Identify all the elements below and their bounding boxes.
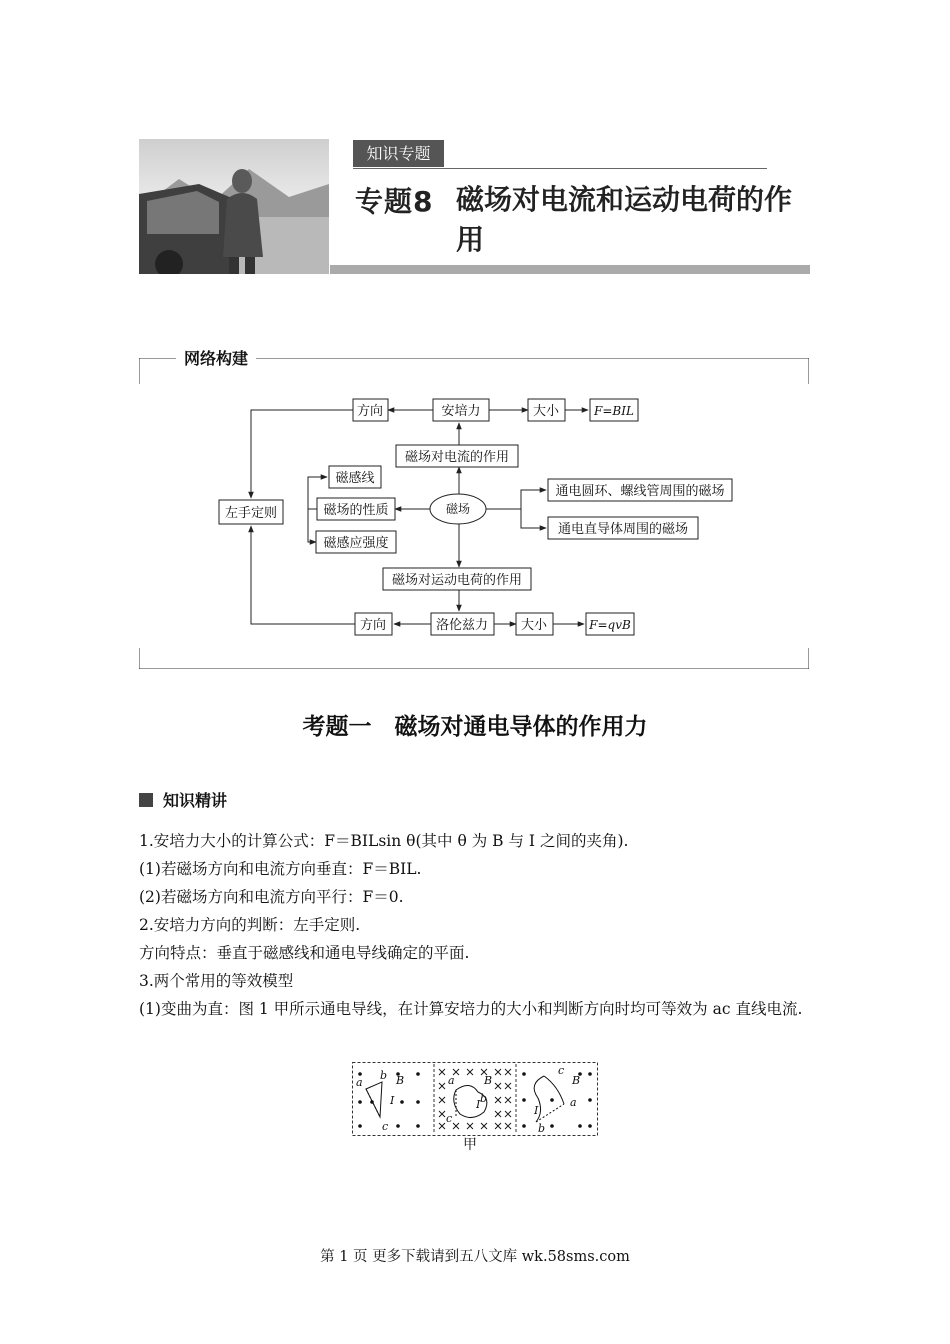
content-line: 3.两个常用的等效模型 [139, 972, 294, 990]
text-field-strength: 磁感应强度 [323, 536, 389, 551]
text-field-lines: 磁感线 [335, 471, 375, 486]
content-line: (1)变曲为直：图 1 甲所示通电导线，在计算安培力的大小和判断方向时均可等效为 ac 直线电流. [139, 1000, 803, 1018]
subsection-heading [139, 788, 227, 811]
text-straight-conductor: 通电直导体周围的磁场 [557, 522, 689, 537]
text-field-property: 磁场的性质 [323, 503, 389, 518]
content-line: 方向特点：垂直于磁感线和通电导线确定的平面. [139, 944, 470, 962]
text-lorentz-force: 洛伦兹力 [435, 618, 489, 633]
label-c: c [558, 1064, 565, 1077]
text-current-effect: 磁场对电流的作用 [404, 450, 510, 465]
subsection-label: 知识精讲 [163, 791, 228, 810]
label-I: I [390, 1094, 395, 1107]
label-I: I [534, 1104, 539, 1117]
content-line: (1)若磁场方向和电流方向垂直：F＝BIL. [139, 860, 422, 878]
section-title: 考题一 磁场对通电导体的作用力 [302, 714, 648, 740]
figure-1a [352, 1062, 598, 1136]
text-top-magnitude: 大小 [532, 404, 560, 419]
content-line: 1.安培力大小的计算公式：F＝BILsin θ(其中 θ 为 B 与 I 之间的夹角). [139, 832, 629, 850]
square-bullet-icon [139, 793, 153, 807]
text-bottom-direction: 方向 [359, 618, 387, 633]
label-a: a [448, 1074, 455, 1087]
topic-badge: 知识专题 [353, 140, 444, 167]
topic-title: 磁场对电流和运动电荷的作用 [456, 183, 793, 256]
text-ampere-force: 安培力 [441, 404, 481, 419]
text-ring-solenoid: 通电圆环、螺线管周围的磁场 [555, 484, 725, 499]
network-label: 网络构建 [176, 346, 256, 369]
label-B: B [572, 1074, 581, 1087]
figure-caption: 甲 [463, 1137, 477, 1153]
label-b: b [538, 1122, 546, 1135]
content-body [139, 827, 811, 1023]
label-I: I [476, 1098, 481, 1111]
label-B: B [484, 1074, 493, 1087]
label-b: b [480, 1092, 488, 1105]
label-c: c [446, 1112, 453, 1125]
text-f-qvb: F=qvB [589, 618, 631, 632]
text-charge-effect: 磁场对运动电荷的作用 [391, 573, 523, 588]
page-footer: 第 1 页 更多下载请到五八文库 wk.58sms.com [320, 1249, 630, 1265]
text-center: 磁场 [445, 502, 471, 516]
text-bottom-magnitude: 大小 [520, 618, 548, 633]
text-f-bil: F=BIL [594, 404, 634, 418]
text-left-hand-rule: 左手定则 [224, 506, 278, 521]
label-b: b [380, 1069, 388, 1082]
label-c: c [382, 1120, 389, 1133]
topic-number: 专题8 [355, 185, 434, 218]
label-B: B [396, 1074, 405, 1087]
text-top-direction: 方向 [356, 404, 384, 419]
content-line: (2)若磁场方向和电流方向平行：F＝0. [139, 888, 404, 906]
label-a: a [570, 1096, 577, 1109]
label-a: a [356, 1076, 363, 1089]
content-line: 2.安培力方向的判断：左手定则. [139, 916, 361, 934]
